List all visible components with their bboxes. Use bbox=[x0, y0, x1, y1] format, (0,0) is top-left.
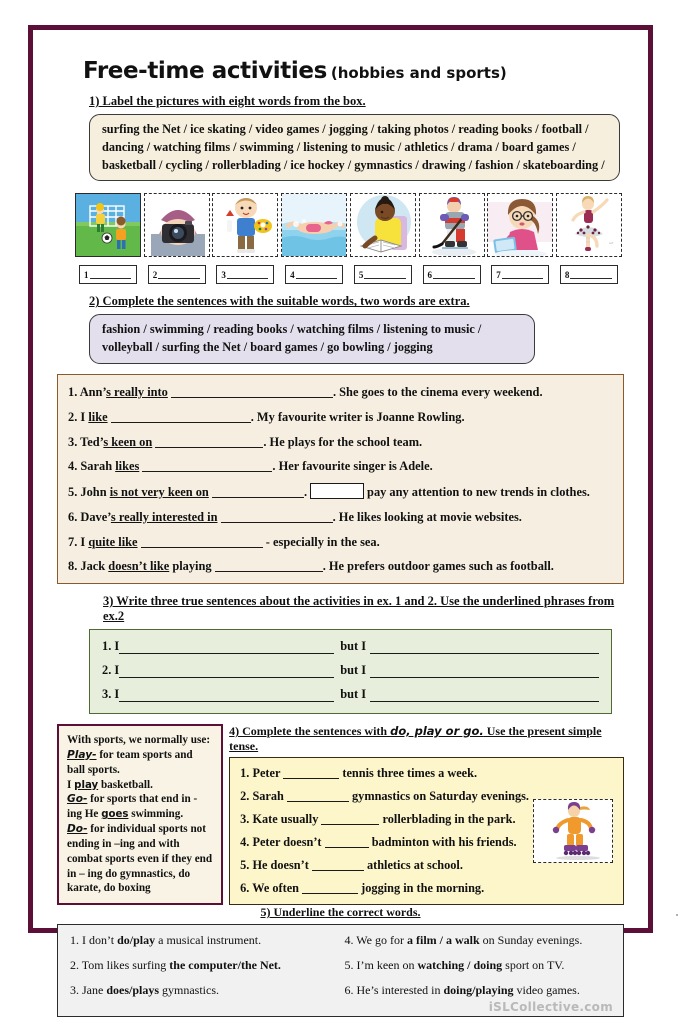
wordbank-line: fashion / swimming / reading books / watching films / listening to music / bbox=[102, 322, 482, 337]
row-number: 4. bbox=[344, 933, 357, 948]
blank-input[interactable] bbox=[370, 665, 599, 678]
sentence-row bbox=[240, 881, 529, 896]
sentence-number: 7. bbox=[68, 534, 78, 549]
underlined-phrase: is not very keen on bbox=[109, 485, 209, 500]
sentence-number: 6. bbox=[240, 881, 250, 896]
watermark: iSLCollective.com bbox=[488, 1000, 613, 1015]
note-do-text: for individual sports not ending in –ing and with combat sports even if they end in – ing bbox=[67, 823, 213, 880]
blank-input[interactable] bbox=[312, 870, 364, 871]
sentence-pre: We often bbox=[252, 881, 300, 896]
answer-row bbox=[102, 639, 599, 654]
blank-input[interactable] bbox=[221, 522, 333, 523]
answer-number: 5 bbox=[358, 269, 364, 280]
sentence-pre: He doesn’t bbox=[252, 858, 309, 873]
exercise-3-instruction: 3) Write three true sentences about the activities in ex. 1 and 2. Use the underlined phrases from ex.2 bbox=[103, 594, 615, 624]
row-post: gymnastics. bbox=[159, 983, 220, 998]
sentence-post: . Her favourite singer is Adele. bbox=[272, 459, 433, 474]
choice-options[interactable]: a film / a walk bbox=[406, 933, 480, 948]
blank-input[interactable] bbox=[321, 824, 379, 825]
blank-input[interactable] bbox=[155, 447, 263, 448]
dancing-picture bbox=[556, 193, 622, 257]
note-keyword-play-inline: play bbox=[74, 779, 99, 791]
underlined-phrase: s really into bbox=[106, 385, 168, 400]
sentence-pre: Sarah bbox=[80, 459, 116, 474]
blank-input[interactable] bbox=[302, 893, 358, 894]
choice-row[interactable] bbox=[345, 958, 620, 973]
title-main: Free-time activities bbox=[83, 58, 327, 84]
sentence-row bbox=[68, 509, 613, 526]
sentence-pre: Peter bbox=[252, 766, 281, 781]
answer-row bbox=[102, 663, 599, 678]
wordbank-line: basketball / cycling / rollerblading / ice hockey / gymnastics / drawing / fashion / skateboarding / bbox=[102, 157, 605, 172]
sentence-row bbox=[240, 812, 529, 827]
sentence-row bbox=[240, 789, 529, 804]
row-pre: Tom likes surfing bbox=[81, 958, 170, 973]
choice-row[interactable] bbox=[345, 983, 620, 998]
sentence-post: tennis three times a week. bbox=[342, 766, 478, 781]
drawing-picture bbox=[212, 193, 278, 257]
exercise-2-sentences bbox=[57, 374, 624, 584]
row-pre: He’s interested in bbox=[356, 983, 444, 998]
instruction-keywords: do, play or go. bbox=[390, 724, 484, 739]
sentence-post: - especially in the sea. bbox=[262, 534, 380, 549]
choice-options[interactable]: watching / doing bbox=[417, 958, 503, 973]
underlined-phrase: s keen on bbox=[103, 434, 153, 449]
row-number: 3. bbox=[70, 983, 82, 998]
row-post: a musical instrument. bbox=[155, 933, 262, 948]
underlined-phrase: likes bbox=[115, 459, 140, 474]
answer-line bbox=[90, 269, 132, 279]
choice-options[interactable]: does/plays bbox=[106, 983, 160, 998]
row-conjunction: but I bbox=[340, 687, 367, 702]
note-intro: With sports, we normally use: bbox=[67, 734, 211, 747]
sentence-pre: John bbox=[80, 485, 110, 500]
sentence-post: . She goes to the cinema every weekend. bbox=[332, 385, 543, 400]
sentence-number: 1. bbox=[240, 766, 250, 781]
choice-row[interactable] bbox=[345, 933, 620, 948]
sentence-number: 6. bbox=[68, 509, 78, 524]
exercise-3-answers bbox=[89, 629, 612, 714]
answer-box[interactable] bbox=[491, 265, 549, 284]
note-go-rule bbox=[67, 792, 213, 822]
blank-input[interactable] bbox=[287, 801, 349, 802]
title-subtitle: (hobbies and sports) bbox=[330, 64, 507, 82]
note-do-inline-1: do bbox=[105, 867, 118, 880]
answer-line bbox=[227, 269, 269, 279]
picture-item bbox=[281, 193, 347, 284]
photography-picture bbox=[144, 193, 210, 257]
note-keyword-goes-inline: goes bbox=[101, 809, 129, 821]
exercise-5-right-column bbox=[344, 933, 620, 1015]
sentence-pre: Sarah bbox=[252, 789, 284, 804]
swimming-picture bbox=[281, 193, 347, 257]
blank-input[interactable] bbox=[119, 665, 334, 678]
underlined-phrase: s really interested in bbox=[110, 509, 218, 524]
sentence-row bbox=[240, 858, 529, 873]
extra-answer-box[interactable] bbox=[310, 483, 364, 499]
blank-input[interactable] bbox=[370, 689, 599, 702]
instruction-pre: 4) Complete the sentences with bbox=[229, 724, 391, 739]
answer-box[interactable] bbox=[216, 265, 274, 284]
answer-line bbox=[502, 269, 544, 279]
football-picture bbox=[75, 193, 141, 257]
picture-item bbox=[350, 193, 416, 284]
underlined-phrase: like bbox=[88, 409, 108, 424]
row-post: video games. bbox=[513, 983, 580, 998]
note-play-text: for team sports and ball sports. bbox=[67, 748, 193, 776]
picture-strip bbox=[75, 193, 622, 284]
answer-number: 3 bbox=[221, 269, 226, 280]
choice-options[interactable]: do/play bbox=[117, 933, 156, 948]
picture-item bbox=[556, 193, 622, 284]
exercise-5-left-column bbox=[70, 933, 345, 1008]
row-post: sport on TV. bbox=[502, 958, 565, 973]
wordbank-line: dancing / watching films / swimming / listening to music / athletics / drama / board games / bbox=[102, 139, 576, 154]
row-number: 2. I bbox=[102, 663, 120, 678]
ice-hockey-picture bbox=[419, 193, 485, 257]
row-pre: Jane bbox=[82, 983, 107, 998]
blank-input[interactable] bbox=[212, 497, 304, 498]
answer-number: 1 bbox=[84, 269, 89, 280]
sentence-post: badminton with his friends. bbox=[371, 835, 517, 850]
row-number: 5. bbox=[344, 958, 357, 973]
picture-item bbox=[212, 193, 278, 284]
wordbank-line: surfing the Net / ice skating / video games / jogging / taking photos / reading books / football / bbox=[102, 122, 589, 136]
answer-row bbox=[102, 687, 599, 702]
sentence-pre: I bbox=[80, 409, 89, 424]
choice-options[interactable]: doing/playing bbox=[443, 983, 514, 998]
note-do-rule bbox=[67, 822, 213, 896]
answer-line bbox=[364, 269, 406, 279]
sentence-post: jogging in the morning. bbox=[361, 881, 485, 896]
blank-input[interactable] bbox=[370, 641, 599, 654]
corner-dot bbox=[676, 914, 678, 916]
note-do-inline-3: do bbox=[103, 882, 116, 895]
choice-row[interactable] bbox=[70, 958, 345, 973]
sentence-post: pay any attention to new trends in clothes. bbox=[367, 485, 590, 500]
choice-row[interactable] bbox=[70, 983, 345, 998]
sentence-number: 2. bbox=[68, 409, 78, 424]
sentence-post: gymnastics on Saturday evenings. bbox=[352, 789, 529, 804]
sentence-post: . He prefers outdoor games such as football. bbox=[322, 559, 554, 574]
sentence-pre: I bbox=[80, 534, 89, 549]
sentence-pre: Ted’ bbox=[80, 434, 104, 449]
note-do-inline-2: do bbox=[178, 867, 191, 880]
exercise-2-wordbank bbox=[89, 314, 535, 364]
blank-input[interactable] bbox=[215, 571, 323, 572]
exercise-2-instruction: 2) Complete the sentences with the suitable words, two words are extra. bbox=[89, 294, 470, 309]
sentence-row bbox=[68, 558, 613, 575]
sentence-number: 5. bbox=[68, 485, 78, 500]
note-example-pre: He bbox=[84, 808, 102, 821]
blank-input[interactable] bbox=[325, 847, 369, 848]
exercise-5-sentences bbox=[57, 924, 624, 1017]
answer-line bbox=[433, 269, 475, 279]
picture-item bbox=[419, 193, 485, 284]
row-number: 3. I bbox=[102, 687, 120, 702]
answer-box[interactable] bbox=[285, 265, 343, 284]
picture-item bbox=[75, 193, 141, 284]
row-pre: I’m keen on bbox=[356, 958, 418, 973]
sentence-row bbox=[68, 434, 613, 451]
row-post: on Sunday evenings. bbox=[479, 933, 583, 948]
note-play-example bbox=[67, 778, 213, 793]
grammar-note-box bbox=[57, 724, 223, 905]
worksheet-page bbox=[28, 25, 653, 1015]
row-conjunction: but I bbox=[340, 663, 367, 678]
row-number: 1. bbox=[70, 933, 82, 948]
sentence-row: 5. John is not very keen on . pay any attention to new trends in clothes. bbox=[68, 485, 590, 500]
answer-number: 2 bbox=[152, 269, 158, 280]
note-example-pre: I bbox=[67, 778, 75, 791]
blank-input[interactable] bbox=[171, 397, 333, 398]
answer-line bbox=[296, 269, 338, 279]
picture-item bbox=[144, 193, 210, 284]
sentence-number: 4. bbox=[68, 459, 78, 474]
answer-box[interactable] bbox=[79, 265, 137, 284]
note-go-text: for sports that end in - ing bbox=[67, 793, 198, 821]
answer-box[interactable] bbox=[423, 265, 481, 284]
sentence-row bbox=[68, 409, 613, 426]
row-number: 2. bbox=[70, 958, 82, 973]
sentence-number: 3. bbox=[240, 812, 250, 827]
page-title bbox=[83, 58, 630, 84]
note-play-rule bbox=[67, 748, 213, 778]
answer-box[interactable] bbox=[560, 265, 618, 284]
sentence-row bbox=[68, 534, 613, 551]
blank-input[interactable] bbox=[119, 641, 334, 654]
sentence-post: rollerblading in the park. bbox=[382, 812, 516, 827]
underlined-phrase: quite like bbox=[88, 534, 138, 549]
sentence-row bbox=[240, 835, 529, 850]
blank-input[interactable] bbox=[119, 689, 334, 702]
surfing-net-picture bbox=[487, 193, 553, 257]
exercise-1-wordbank bbox=[89, 114, 620, 181]
sentence-mid: playing bbox=[169, 559, 212, 574]
exercise-4-sentences bbox=[229, 757, 624, 905]
exercise-1-instruction: 1) Label the pictures with eight words from the box. bbox=[89, 94, 366, 108]
note-example-post: basketball. bbox=[98, 778, 153, 791]
note-do-item-2: karate, bbox=[67, 882, 104, 895]
row-conjunction: but I bbox=[340, 639, 367, 654]
answer-number: 7 bbox=[496, 269, 501, 280]
note-do-item-1: gymnastics, bbox=[117, 867, 176, 880]
sentence-post: . He plays for the school team. bbox=[263, 434, 423, 449]
blank-input[interactable] bbox=[141, 547, 263, 548]
sentence-post: . My favourite writer is Joanne Rowling. bbox=[250, 409, 465, 424]
sentence-row bbox=[68, 384, 613, 401]
underlined-phrase: doesn’t like bbox=[108, 559, 170, 574]
picture-item bbox=[487, 193, 553, 284]
sentence-number: 4. bbox=[240, 835, 250, 850]
answer-box[interactable] bbox=[354, 265, 412, 284]
sentence-row bbox=[240, 766, 529, 781]
note-keyword-play: Play- bbox=[67, 748, 97, 761]
sentence-post: . He likes looking at movie websites. bbox=[332, 509, 522, 524]
blank-input[interactable] bbox=[142, 471, 272, 472]
instruction-post: Use the present simple tense. bbox=[229, 724, 602, 754]
answer-line bbox=[570, 269, 612, 279]
sentence-number: 8. bbox=[68, 559, 78, 574]
choice-options[interactable]: the computer/the Net. bbox=[169, 958, 281, 973]
row-pre: I don’t bbox=[82, 933, 118, 948]
rollerblading-picture bbox=[533, 799, 613, 863]
sentence-number: 5. bbox=[240, 858, 250, 873]
sentence-pre: Jack bbox=[80, 559, 109, 574]
reading-picture bbox=[350, 193, 416, 257]
sentence-post: athletics at school. bbox=[366, 858, 463, 873]
answer-number: 6 bbox=[427, 269, 433, 280]
answer-line bbox=[158, 269, 200, 279]
sentence-number: 1. bbox=[68, 385, 78, 400]
sentence-pre: Kate usually bbox=[252, 812, 319, 827]
answer-number: 4 bbox=[290, 269, 295, 280]
exercise-5-instruction: 5) Underline the correct words. bbox=[260, 905, 421, 920]
note-do-item-3: boxing bbox=[115, 882, 151, 895]
row-pre: We go for bbox=[356, 933, 407, 948]
answer-box[interactable] bbox=[148, 265, 206, 284]
sentence-pre: Dave’ bbox=[80, 509, 111, 524]
note-example-post: swimming. bbox=[128, 808, 184, 821]
choice-row[interactable] bbox=[70, 933, 345, 948]
row-number: 6. bbox=[344, 983, 357, 998]
sentence-number: 2. bbox=[240, 789, 250, 804]
sentence-pre: Ann’ bbox=[79, 385, 107, 400]
exercise-4-instruction bbox=[229, 724, 624, 754]
answer-number: 8 bbox=[564, 269, 570, 280]
sentence-number: 3. bbox=[68, 434, 78, 449]
sentence-pre: Peter doesn’t bbox=[252, 835, 322, 850]
note-keyword-do: Do- bbox=[67, 823, 88, 836]
svg-text:art: art bbox=[608, 241, 614, 246]
note-keyword-go: Go- bbox=[67, 793, 88, 806]
wordbank-line: volleyball / surfing the Net / board games / go bowling / jogging bbox=[102, 340, 433, 355]
sentence-row bbox=[68, 458, 613, 475]
row-number: 1. I bbox=[102, 639, 120, 654]
blank-input[interactable] bbox=[283, 778, 339, 779]
blank-input[interactable] bbox=[111, 422, 251, 423]
